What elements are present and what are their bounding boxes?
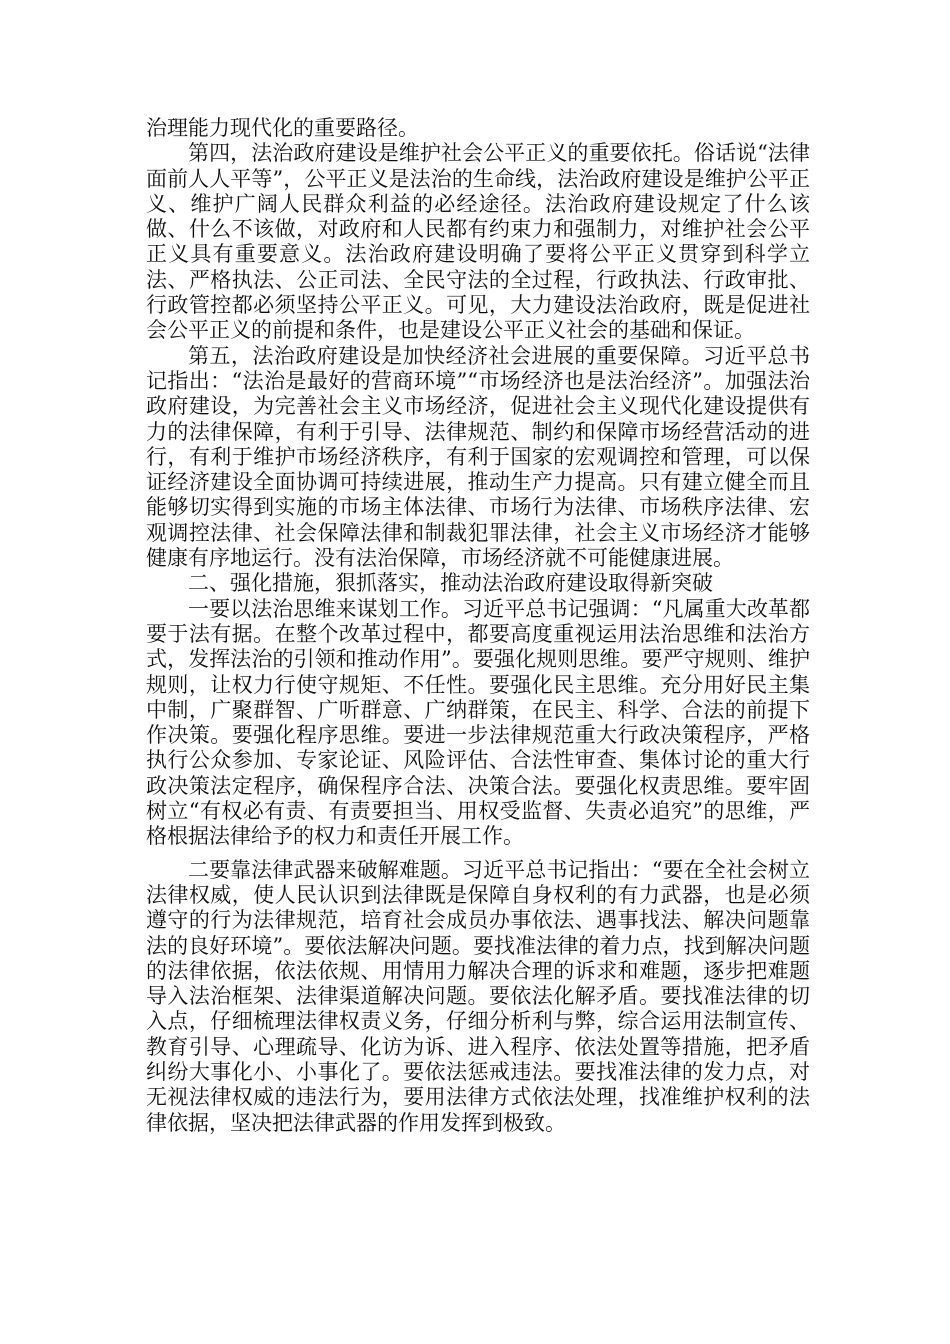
document-body	[146, 116, 810, 1136]
paragraph-fourth-point: 第四，法治政府建设是维护社会公平正义的重要依托。俗话说“法律面前人人平等”，公平正义是法治的生命线，法治政府建设是维护公平正义、维护广阔人民群众利益的必经途径。法治政府建设规定了什么该做、什么不该做，对政府和人民都有约束力和强制力，对维护社会公平正义具有重要意义。法治政府建设明确了要将公平正义贯穿到科学立法、严格执法、公正司法、全民守法的全过程，行政执法、行政审批、行政管控都必须坚持公平正义。可见，大力建设法治政府，既是促进社会公平正义的前提和条件，也是建设公平正义社会的基础和保证。	[146, 141, 810, 343]
paragraph-continuation: 治理能力现代化的重要路径。	[146, 116, 419, 140]
paragraph-measure-one: 一要以法治思维来谋划工作。习近平总书记强调：“凡属重大改革都要于法有据。在整个改革过程中，都要高度重视运用法治思维和法治方式，发挥法治的引领和推动作用”。要强化规则思维。要严守规则、维护规则，让权力行使守规矩、不任性。要强化民主思维。充分用好民主集中制，广聚群智、广听群意、广纳群策，在民主、科学、合法的前提下作决策。要强化程序思维。要进一步法律规范重大行政决策程序，严格执行公众参加、专家论证、风险评估、合法性审查、集体讨论的重大行政决策法定程序，确保程序合法、决策合法。要强化权责思维。要牢固树立“有权必有责、有责要担当、用权受监督、失责必追究”的思维，严格根据法律给予的权力和责任开展工作。	[146, 596, 810, 849]
paragraph-measure-two: 二要靠法律武器来破解难题。习近平总书记指出：“要在全社会树立法律权威，使人民认识到法律既是保障自身权利的有力武器，也是必须遵守的行为法律规范，培育社会成员办事依法、遇事找法、解决问题靠法的良好环境”。要依法解决问题。要找准法律的着力点，找到解决问题的法律依据，依法依规、用情用力解决合理的诉求和难题，逐步把难题导入法治框架、法律渠道解决问题。要依法化解矛盾。要找准法律的切入点，仔细梳理法律权责义务，仔细分析利与弊，综合运用法制宣传、教育引导、心理疏导、化访为诉、进入程序、依法处置等措施，把矛盾纠纷大事化小、小事化了。要依法惩戒违法。要找准法律的发力点，对无视法律权威的违法行为，要用法律方式依法处理，找准维护权利的法律依据，坚决把法律武器的作用发挥到极致。	[146, 857, 810, 1135]
section-heading-2: 二、强化措施，狠抓落实，推动法治政府建设取得新突破	[188, 571, 713, 596]
paragraph-fifth-point: 第五，法治政府建设是加快经济社会进展的重要保障。习近平总书记指出：“法治是最好的营商环境”“市场经济也是法治经济”。加强法治政府建设，为完善社会主义市场经济，促进社会主义现代化建设提供有力的法律保障，有利于引导、法律规范、制约和保障市场经营活动的进行，有利于维护市场经济秩序，有利于国家的宏观调控和管理，可以保证经济建设全面协调可持续进展，推动生产力提高。只有建立健全而且能够切实得到实施的市场主体法律、市场行为法律、市场秩序法律、宏观调控法律、社会保障法律和制裁犯罪法律，社会主义市场经济才能够健康有序地运行。没有法治保障，市场经济就不可能健康进展。	[146, 343, 810, 571]
